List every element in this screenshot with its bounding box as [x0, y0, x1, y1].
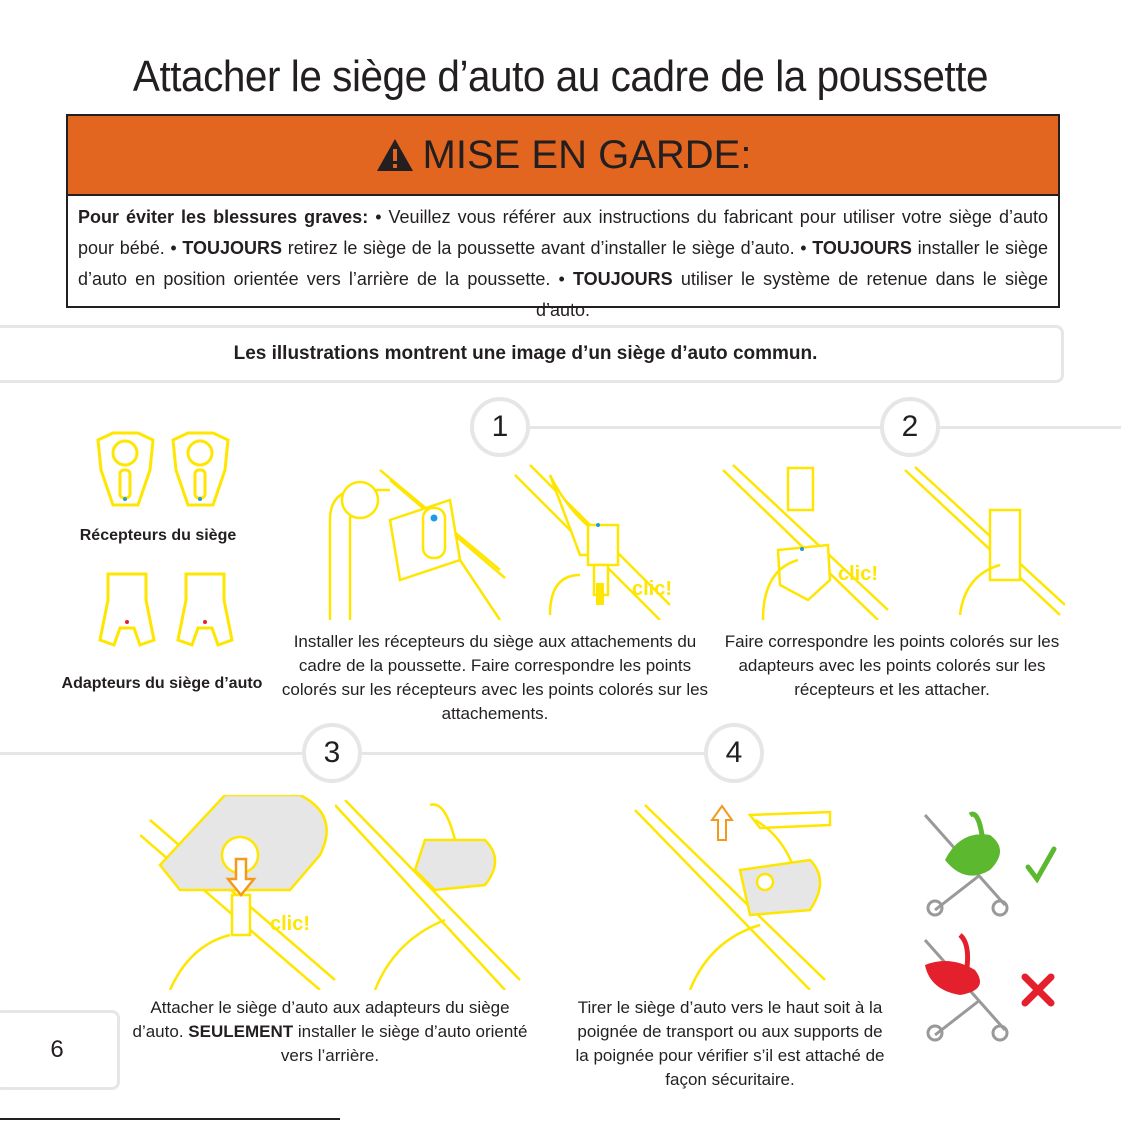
step-line: [940, 426, 1121, 429]
step3-caption-bold: SEULEMENT: [188, 1022, 294, 1041]
page-title: Attacher le siège d’auto au cadre de la poussette: [132, 52, 989, 101]
bottom-rule: [0, 1118, 340, 1120]
cross-icon: [1020, 972, 1056, 1008]
step-number-1: 1: [470, 397, 530, 457]
step-line: [360, 752, 704, 755]
correct-orientation-illustration: [920, 805, 1020, 920]
step-number-3: 3: [302, 723, 362, 783]
warning-text-2: retirez le siège de la poussette avant d’installer le siège d’auto. •: [282, 238, 813, 258]
step2-caption: Faire correspondre les points colorés sur les adapteurs avec les points colorés sur les récepteurs et les attacher.: [724, 632, 1060, 699]
step1-caption: Installer les récepteurs du siège aux attachements du cadre de la poussette. Faire correspondre les points colorés sur les récepteurs avec les points colorés sur les attachements.: [281, 632, 709, 723]
warning-lead: Pour éviter les blessures graves:: [78, 207, 369, 227]
seat-adapters-illustration: [96, 570, 246, 650]
warning-bold-1: TOUJOURS: [182, 238, 283, 258]
clic-label: clic!: [838, 563, 879, 585]
step4-pull-illustration: [630, 800, 840, 990]
clic-label: clic!: [270, 913, 311, 935]
adapters-label: Adapteurs du siège d’auto: [61, 675, 263, 692]
step-number-4: 4: [704, 723, 764, 783]
step3-caption-text-c: installer le siège d’auto orienté vers l’arrière.: [280, 1022, 528, 1065]
warning-text-1: • Veuillez vous référer aux instructions du fabricant pour utiliser votre siège d’auto pour bébé. •: [78, 207, 1048, 258]
warning-heading: MISE EN GARDE:: [422, 132, 752, 177]
warning-header: [68, 116, 1058, 196]
warning-text-4: utiliser le système de retenue dans le siège d’auto.: [535, 269, 1048, 320]
check-icon: [1025, 845, 1057, 885]
clic-label: clic!: [632, 578, 673, 600]
step3-seat-illustration: [140, 795, 340, 990]
warning-triangle-icon: [375, 137, 415, 173]
warning-box: [66, 114, 1060, 320]
warning-bold-3: TOUJOURS: [572, 269, 673, 289]
step1-attach-illustration: [510, 455, 680, 620]
receivers-label: Récepteurs du siège: [79, 527, 237, 544]
warning-text-3: installer le siège d’auto en position orientée vers l’arrière de la poussette. •: [78, 238, 1048, 289]
warning-text: [78, 202, 1048, 326]
step4-caption: Tirer le siège d’auto vers le haut soit à la poignée de transport ou aux supports de la poignée pour vérifier s’il est attaché de façon sécuritaire.: [575, 998, 885, 1089]
step2-attached-illustration: [900, 465, 1065, 620]
step3-caption-text-a: Attacher le siège d’auto aux adapteurs du siège d’auto.: [132, 998, 510, 1041]
step1-frame-illustration: [320, 460, 510, 620]
seat-receivers-illustration: [88, 425, 238, 515]
step3-attached-illustration: [335, 800, 525, 990]
step2-align-illustration: [718, 460, 898, 620]
incorrect-orientation-illustration: [920, 930, 1020, 1045]
illustration-note: Les illustrations montrent une image d’un siège d’auto commun.: [0, 325, 1064, 383]
step-line: [530, 426, 880, 429]
warning-bold-2: TOUJOURS: [812, 238, 912, 258]
step-line: [0, 752, 302, 755]
step3-caption: [130, 996, 530, 1068]
step-number-2: 2: [880, 397, 940, 457]
page-number: 6: [0, 1010, 120, 1090]
